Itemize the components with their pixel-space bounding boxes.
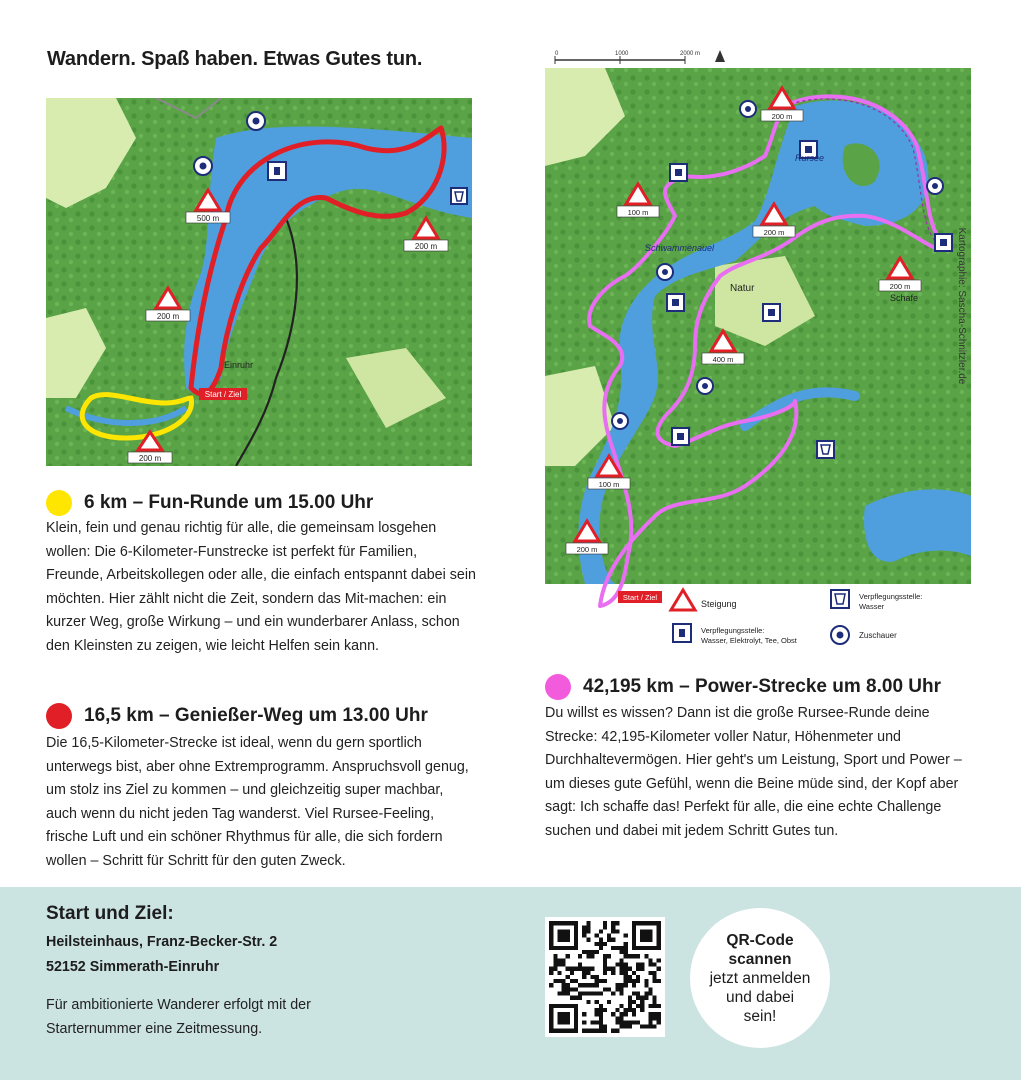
qr-code-icon (545, 917, 665, 1037)
aid-station-icon (763, 304, 780, 321)
route-description-power: Du willst es wissen? Dann ist die große Rursee-Runde deine Strecke: 42,195-Kilometer voller Natur, Höhenmeter und Durchhaltevermögen. Hier geht's um Leistung, Sport und Power – um dieses gute Gefühl, wenn die Beine müde sind, der Kopf aber sagt: Ich schaffe das! Perfekt für alle, die eine echte Challenge suchen und dabei mit jedem Schritt Gutes tun. (545, 705, 962, 839)
aid-station-icon (935, 234, 952, 251)
spectator-icon (194, 157, 212, 175)
spectator-icon (247, 112, 265, 130)
svg-text:200 m: 200 m (414, 242, 438, 251)
svg-text:200 m: 200 m (771, 112, 793, 121)
route-description-fun: Klein, fein und genau richtig für alle, die gemeinsam losgehen wollen: Die 6-Kilometer-Funstrecke ist perfekt für Familien, Freunde, Arbeitskollegen oder alle, die einfach entspannt dabei sein möchten. Hier zählt nicht die Zeit, sondern das Mit-machen: ein kurzer Weg, große Wirkung – und ein wunderbarer Anlass, schon den Kleinsten zu zeigen, wie leicht Helfen sein kann. (46, 520, 476, 654)
spectator-icon (740, 101, 756, 117)
svg-text:200 m: 200 m (156, 312, 180, 321)
route-heading-geniesser (46, 703, 428, 729)
route-title: 42,195 km – Power-Strecke um 8.00 Uhr (583, 676, 942, 697)
svg-text:200 m: 200 m (889, 282, 911, 291)
badge-line: scannen (728, 950, 792, 968)
aid-station-icon (268, 162, 286, 180)
svg-text:Schwammenauel: Schwammenauel (645, 243, 715, 253)
registration-qr-code[interactable] (545, 917, 665, 1037)
timing-note: Für ambitionierte Wanderer erfolgt mit der Starternummer eine Zeitmessung. (46, 997, 311, 1037)
svg-text:Wasser, Elektrolyt, Tee, Obst: Wasser, Elektrolyt, Tee, Obst (701, 636, 797, 645)
aid-station-icon (667, 294, 684, 311)
svg-text:Einruhr: Einruhr (224, 360, 254, 370)
spectator-icon (657, 264, 673, 280)
svg-text:200 m: 200 m (763, 228, 785, 237)
headline: Wandern. Spaß haben. Etwas Gutes tun. (47, 48, 423, 70)
svg-text:500 m: 500 m (196, 214, 220, 223)
svg-text:100 m: 100 m (598, 480, 620, 489)
svg-text:Kartographie: Sascha-Schnitzle: Kartographie: Sascha-Schnitzler.de (956, 227, 967, 385)
svg-text:100 m: 100 m (627, 208, 649, 217)
footer-panel (0, 887, 1021, 1080)
svg-text:200 m: 200 m (576, 545, 598, 554)
address-line-1: Heilsteinhaus, Franz-Becker-Str. 2 (46, 934, 278, 950)
svg-text:Start / Ziel: Start / Ziel (622, 593, 658, 602)
svg-text:2000 m: 2000 m (680, 51, 701, 57)
route-title: 6 km – Fun-Runde um 15.00 Uhr (84, 492, 374, 513)
map-power-route (545, 46, 971, 651)
water-station-icon (451, 188, 467, 204)
svg-text:Verpflegungsstelle:: Verpflegungsstelle: (701, 626, 765, 635)
red-dot-icon (46, 703, 72, 729)
svg-text:Start / Ziel: Start / Ziel (204, 390, 242, 399)
aid-station-icon (670, 164, 687, 181)
svg-text:Natur: Natur (730, 283, 755, 294)
qr-badge (690, 908, 830, 1048)
svg-text:Rursee: Rursee (795, 153, 825, 163)
svg-text:400 m: 400 m (712, 355, 734, 364)
aid-station-icon (672, 428, 689, 445)
svg-text:Steigung: Steigung (701, 599, 737, 609)
map-short-routes (46, 98, 472, 466)
spectator-icon (927, 178, 943, 194)
svg-text:Wasser: Wasser (859, 602, 885, 611)
spectator-icon (697, 378, 713, 394)
yellow-dot-icon (46, 490, 72, 516)
map-power-route-graphic (545, 46, 971, 651)
route-description-geniesser: Die 16,5-Kilometer-Strecke ist ideal, wenn du gern sportlich unterwegs bist, aber ohne Extremprogramm. Anspruchsvoll genug, um stolz ins Ziel zu kommen – und gleichzeitig super machbar, auch wenn du nicht jeden Tag wanderst. Viel Rursee-Feeling, frische Luft und ein schöner Rhythmus für alle, die sich fordern wollen – Schritt für Schritt für den guten Zweck. (46, 735, 469, 869)
water-station-icon (817, 441, 834, 458)
magenta-dot-icon (545, 674, 571, 700)
svg-text:0: 0 (555, 51, 559, 57)
svg-text:Verpflegungsstelle:: Verpflegungsstelle: (859, 592, 923, 601)
badge-line: und dabei (725, 988, 795, 1006)
route-heading-fun (46, 490, 373, 516)
svg-text:200 m: 200 m (138, 454, 162, 463)
map-short-routes-graphic (46, 98, 472, 466)
spectator-icon (612, 413, 628, 429)
badge-line: sein! (743, 1007, 777, 1025)
address-line-2: 52152 Simmerath-Einruhr (46, 959, 220, 975)
svg-text:Zuschauer: Zuschauer (859, 631, 897, 640)
start-finish-title: Start und Ziel: (46, 903, 174, 924)
badge-line: jetzt anmelden (709, 969, 811, 987)
route-title: 16,5 km – Genießer-Weg um 13.00 Uhr (84, 705, 428, 726)
route-heading-power (545, 674, 941, 700)
badge-line: QR-Code (726, 931, 794, 949)
svg-text:Schafe: Schafe (890, 293, 919, 303)
svg-text:1000: 1000 (615, 51, 629, 57)
